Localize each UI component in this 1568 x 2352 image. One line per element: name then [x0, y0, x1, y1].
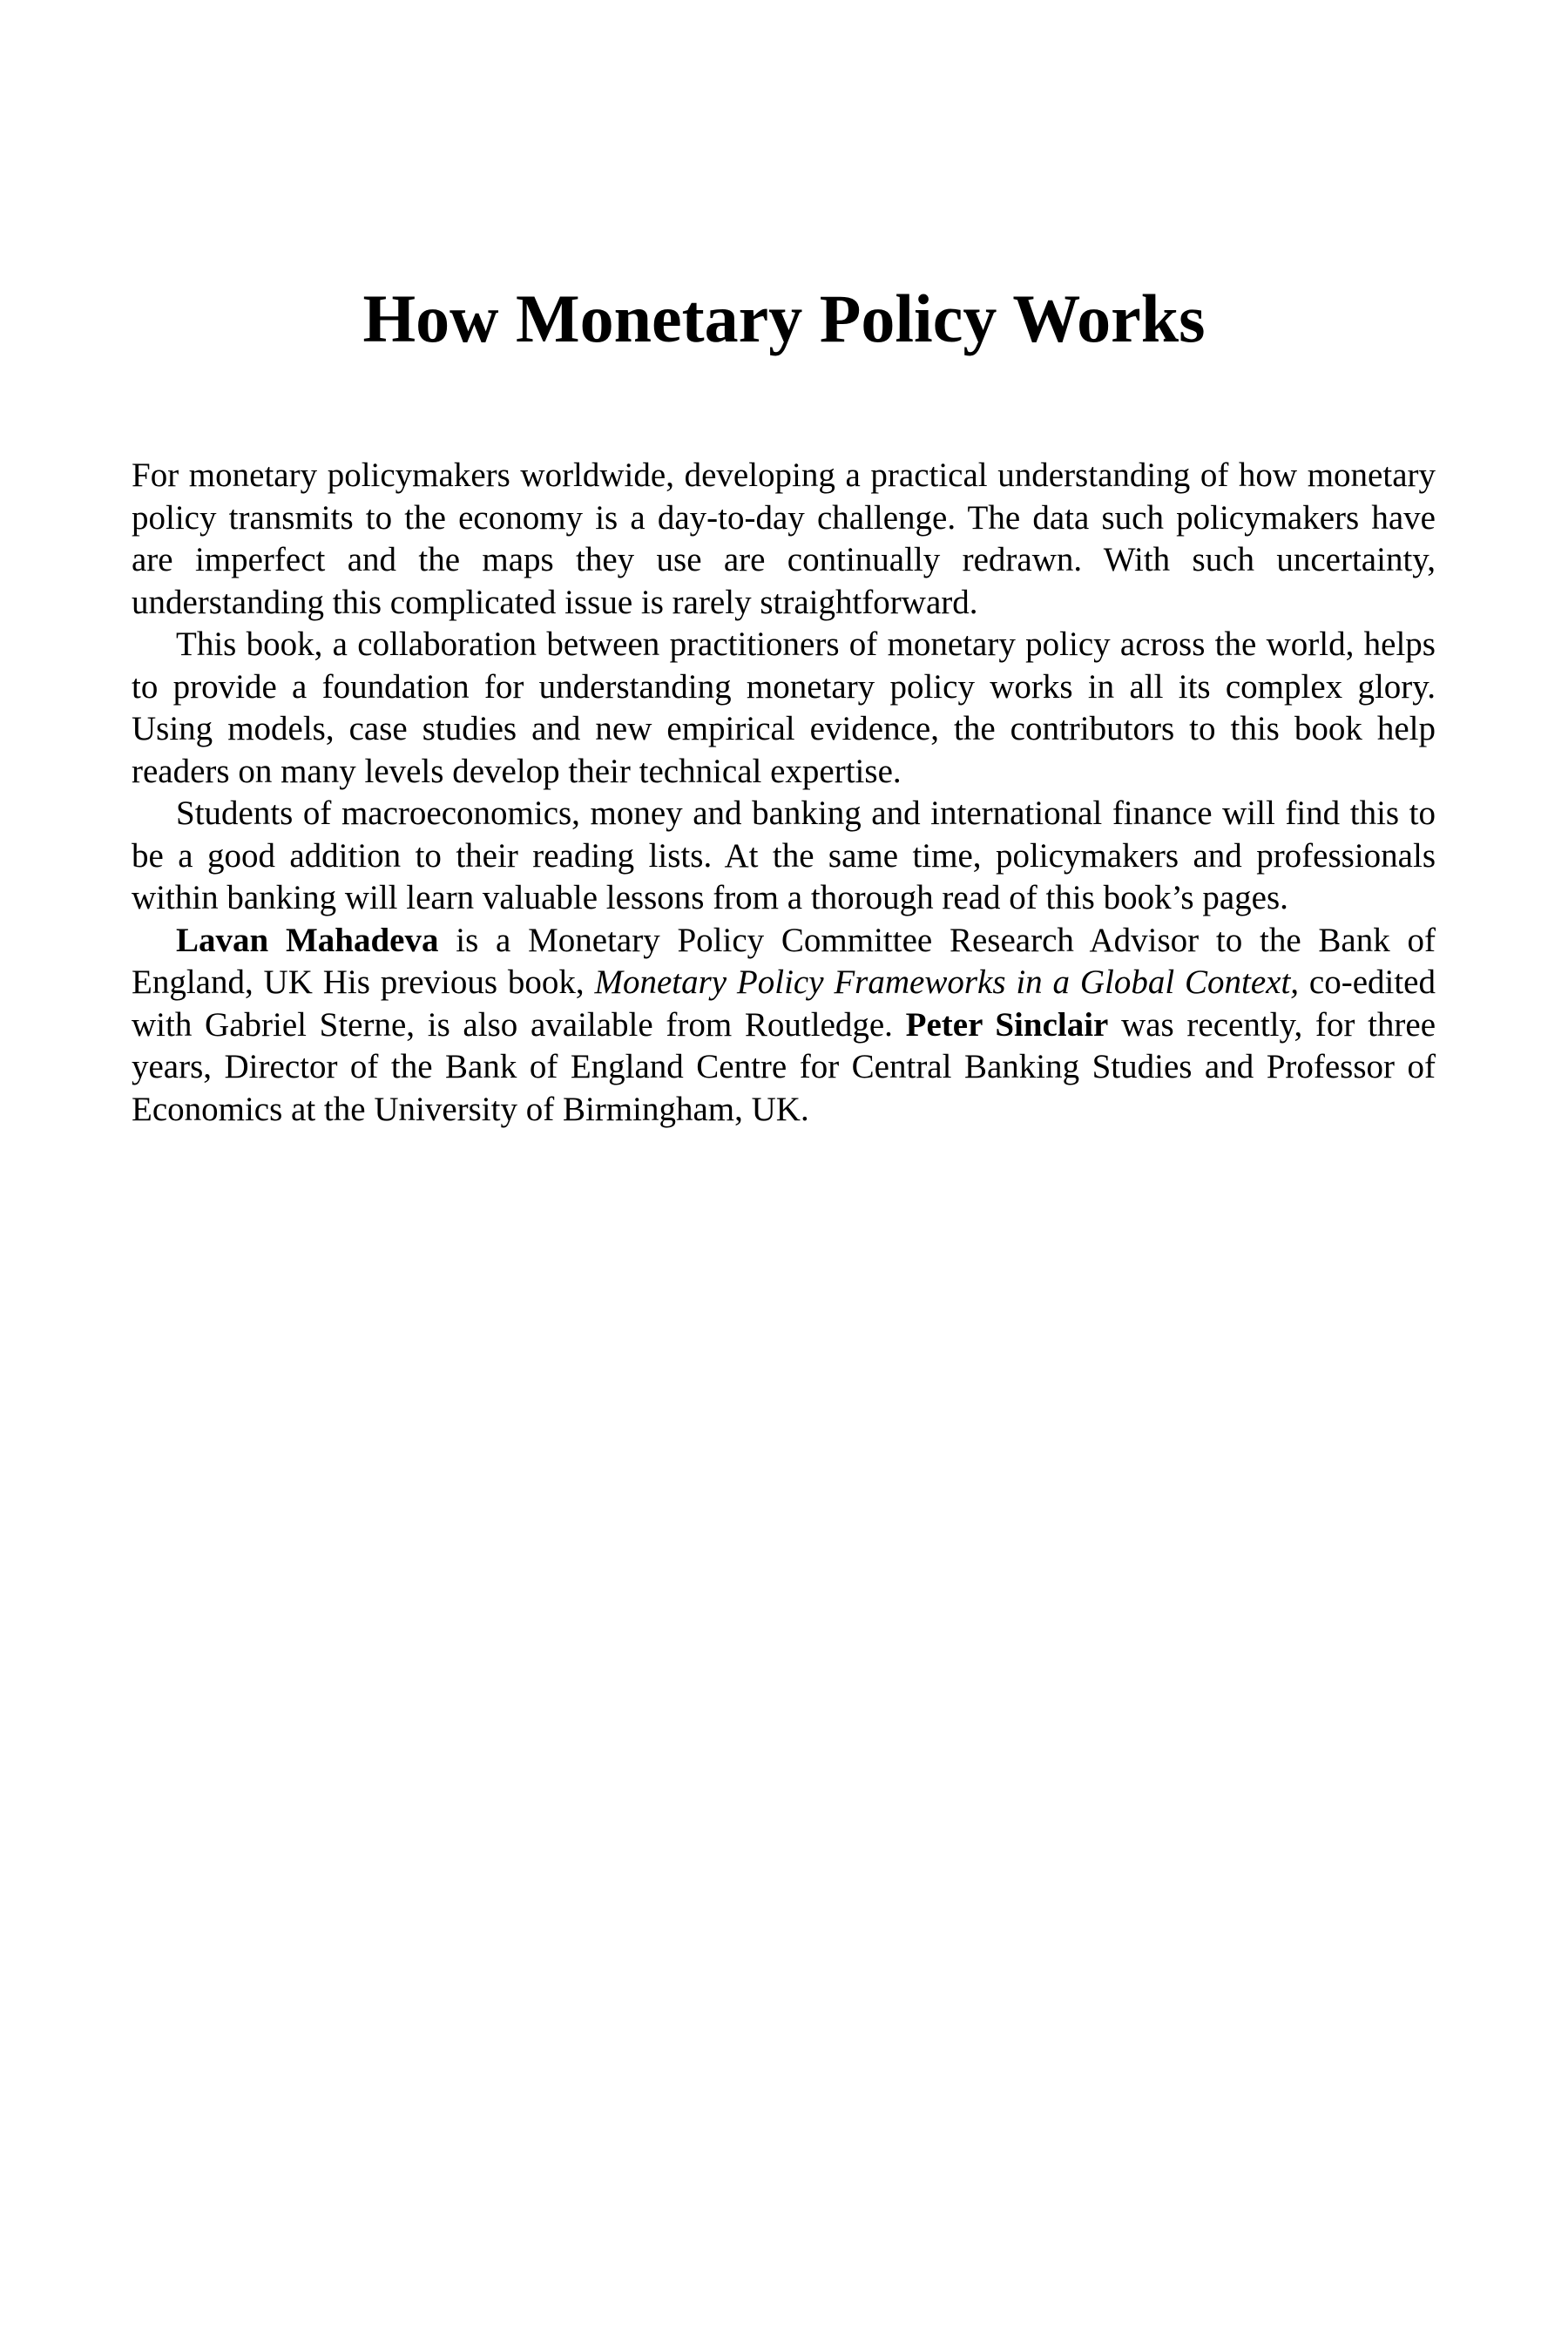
author-1-bio-part-1: is a Monetary Policy Committee Research Advisor to the Bank of England, UK His previous book,	[132, 921, 1436, 1001]
author-bio-paragraph	[132, 920, 1436, 1132]
description-paragraph-1: For monetary policymakers worldwide, developing a practical understanding of how monetary policy transmits to the economy is a day-to-day challenge. The data such policymakers have are imperfect and the maps they use are continually redrawn. With such uncertainty, understanding this complicated issue is rarely straightforward.	[132, 456, 1436, 621]
author-2-name: Peter Sinclair	[905, 1005, 1109, 1044]
description-paragraph-2: This book, a collaboration between practitioners of monetary policy across the world, helps to provide a foundation for understanding monetary policy works in all its complex glory. Using models, case studies and new empirical evidence, the contributors to this book help readers on many levels develop their technical expertise.	[132, 625, 1436, 790]
book-title: How Monetary Policy Works	[362, 280, 1206, 356]
description-paragraph-3: Students of macroeconomics, money and banking and international finance will find this to be a good addition to their reading lists. At the same time, policymakers and professionals within banking will learn valuable lessons from a thorough read of this book’s pages.	[132, 794, 1436, 916]
book-description	[132, 455, 1436, 1131]
author-1-name: Lavan Mahadeva	[176, 921, 439, 959]
author-2-bio: was recently, for three years, Director of the Bank of England Centre for Central Banking Studies and Professor of Economics at the University of Birmingham, UK.	[132, 1005, 1436, 1128]
author-1-bio-part-2: co-edited with Gabriel Sterne, is also available from Routledge.	[132, 963, 1436, 1044]
previous-book-title: Monetary Policy Frameworks in a Global Context,	[594, 963, 1300, 1001]
